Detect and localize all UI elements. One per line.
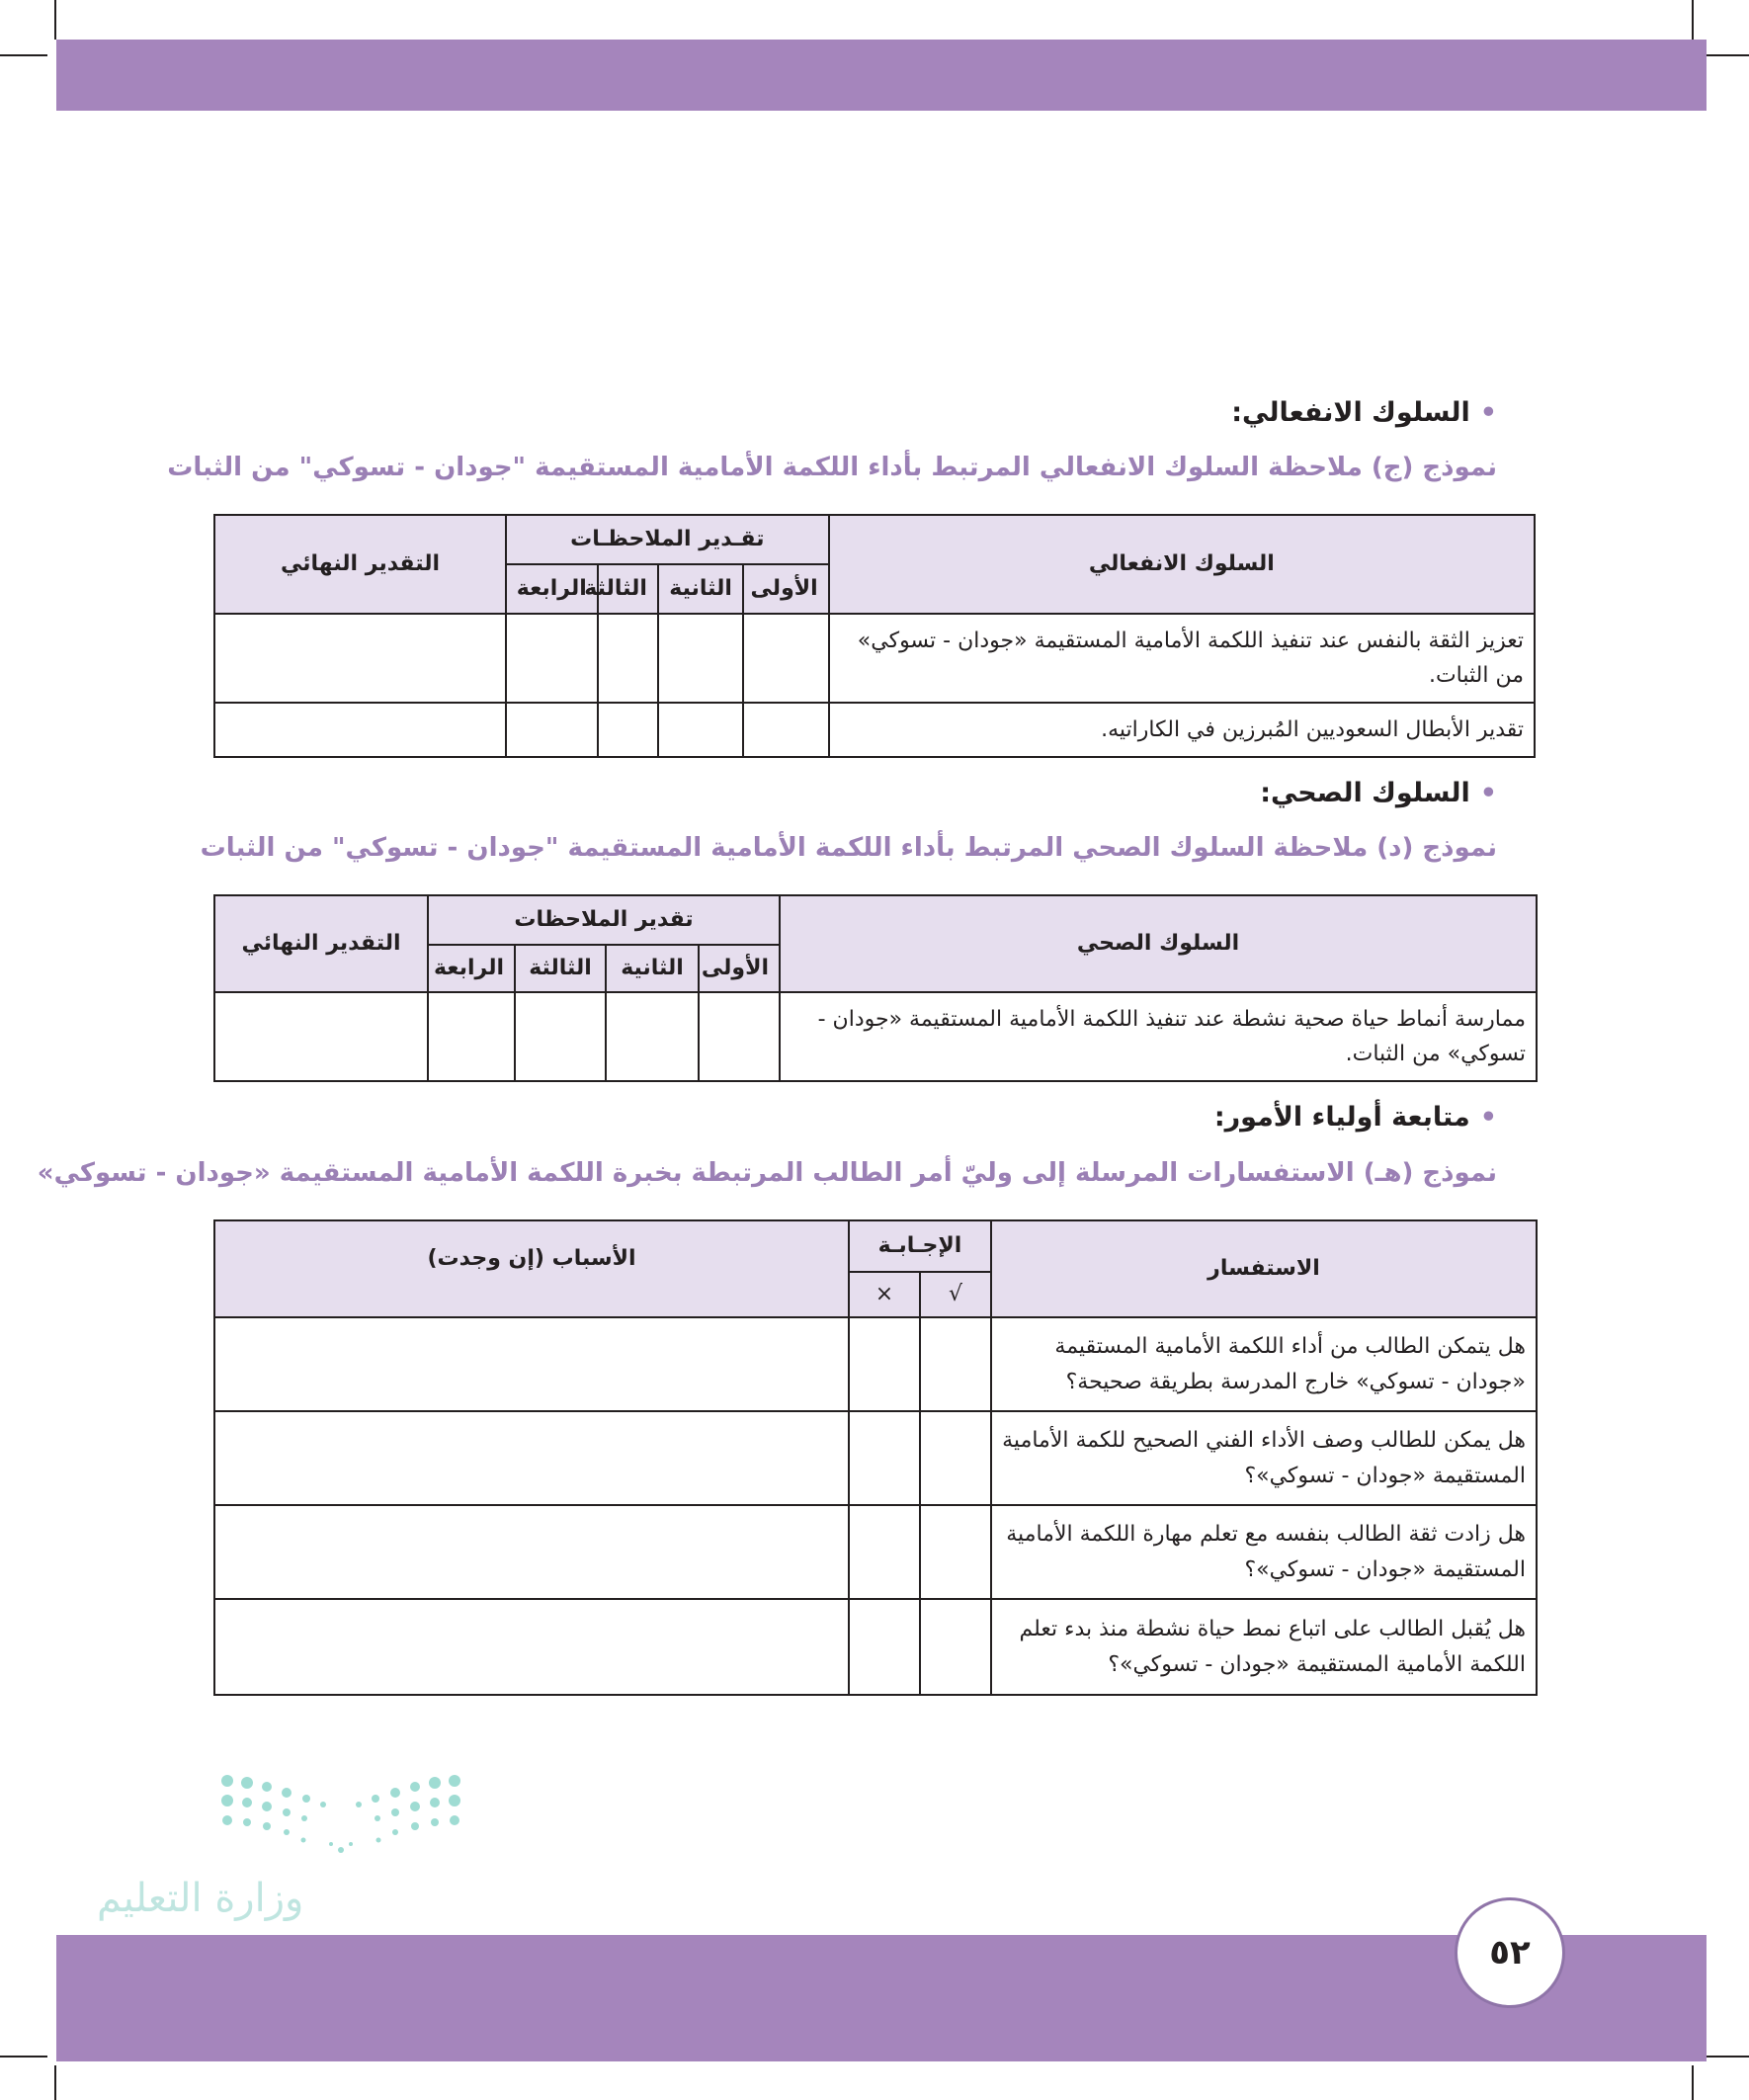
obs-col-first: الأولى: [743, 564, 828, 614]
final-grade-header: التقدير النهائي: [214, 515, 506, 614]
crop-mark: [1692, 0, 1694, 40]
answer-yes-cell[interactable]: [920, 1317, 991, 1411]
answer-no-cell[interactable]: [849, 1411, 920, 1505]
table-row: [214, 1317, 1537, 1411]
answer-header: الإجـابـة: [849, 1220, 991, 1272]
answer-no-cell[interactable]: [849, 1317, 920, 1411]
table-row: [214, 1411, 1537, 1505]
empty-cell[interactable]: [515, 992, 606, 1081]
table-row: [214, 703, 1535, 757]
crop-mark: [1702, 54, 1749, 56]
answer-no-cell[interactable]: [849, 1599, 920, 1695]
obs-col-third: الثالثة: [515, 945, 606, 992]
emotional-behavior-table: [213, 514, 1536, 758]
obs-col-third: الثالثة: [598, 564, 658, 614]
crop-mark: [1692, 2065, 1694, 2100]
answer-no-col: ×: [849, 1272, 920, 1317]
crop-mark: [1702, 2056, 1749, 2058]
behavior-cell: تعزيز الثقة بالنفس عند تنفيذ اللكمة الأمامية المستقيمة «جودان - تسوكي» من الثبات.: [829, 614, 1535, 703]
empty-cell[interactable]: [506, 703, 598, 757]
answer-yes-col: √: [920, 1272, 991, 1317]
heading-text: متابعة أولياء الأمور:: [1213, 1102, 1470, 1133]
reasons-cell[interactable]: [214, 1505, 849, 1599]
inquiry-cell: هل يتمكن الطالب من أداء اللكمة الأمامية المستقيمة «جودان - تسوكي» خارج المدرسة بطريقة صحيحة؟: [991, 1317, 1537, 1411]
table-row: [214, 1599, 1537, 1695]
empty-cell[interactable]: [598, 703, 658, 757]
model-title-c: نموذج (ج) ملاحظة السلوك الانفعالي المرتبط بأداء اللكمة الأمامية المستقيمة "جودان - تسوكي" من الثبات: [167, 453, 1497, 482]
table-row: [214, 614, 1535, 703]
inquiry-cell: هل زادت ثقة الطالب بنفسه مع تعلم مهارة اللكمة الأمامية المستقيمة «جودان - تسوكي»؟: [991, 1505, 1537, 1599]
behavior-cell: ممارسة أنماط حياة صحية نشطة عند تنفيذ اللكمة الأمامية المستقيمة «جودان - تسوكي» من الثبات.: [780, 992, 1537, 1081]
empty-cell[interactable]: [214, 992, 428, 1081]
page-number: ٥٢: [1455, 1897, 1565, 2008]
empty-cell[interactable]: [606, 992, 699, 1081]
observations-header: تقدير الملاحظات: [428, 895, 780, 945]
reasons-cell[interactable]: [214, 1599, 849, 1695]
health-behavior-table: [213, 894, 1538, 1082]
reasons-cell[interactable]: [214, 1317, 849, 1411]
obs-col-first: الأولى: [699, 945, 780, 992]
model-title-d: نموذج (د) ملاحظة السلوك الصحي المرتبط بأداء اللكمة الأمامية المستقيمة "جودان - تسوكي" من الثبات: [200, 833, 1497, 863]
table-row: [214, 992, 1537, 1081]
answer-yes-cell[interactable]: [920, 1411, 991, 1505]
heading-text: السلوك الانفعالي:: [1231, 397, 1470, 428]
empty-cell[interactable]: [658, 614, 743, 703]
inquiry-header: الاستفسار: [991, 1220, 1537, 1317]
answer-yes-cell[interactable]: [920, 1599, 991, 1695]
behavior-header: السلوك الصحي: [780, 895, 1537, 992]
crop-mark: [0, 2056, 47, 2058]
reasons-cell[interactable]: [214, 1411, 849, 1505]
behavior-header: السلوك الانفعالي: [829, 515, 1535, 614]
ministry-logo-icon: [94, 1769, 469, 1967]
answer-no-cell[interactable]: [849, 1505, 920, 1599]
empty-cell[interactable]: [598, 614, 658, 703]
obs-col-second: الثانية: [658, 564, 743, 614]
bullet-dot: •: [1479, 397, 1497, 428]
table-row: [214, 1505, 1537, 1599]
reasons-header: الأسباب (إن وجدت): [214, 1220, 849, 1317]
bullet-dot: •: [1479, 778, 1497, 808]
inquiry-cell: هل يمكن للطالب وصف الأداء الفني الصحيح للكمة الأمامية المستقيمة «جودان - تسوكي»؟: [991, 1411, 1537, 1505]
section-heading-health: [1260, 778, 1497, 808]
section-heading-parents: [1214, 1102, 1497, 1133]
empty-cell[interactable]: [506, 614, 598, 703]
inquiry-cell: هل يُقبل الطالب على اتباع نمط حياة نشطة منذ بدء تعلم اللكمة الأمامية المستقيمة «جودان - تسوكي»؟: [991, 1599, 1537, 1695]
obs-col-second: الثانية: [606, 945, 699, 992]
empty-cell[interactable]: [743, 703, 828, 757]
parent-inquiries-table: [213, 1219, 1538, 1696]
empty-cell[interactable]: [214, 614, 506, 703]
header-band: [56, 40, 1707, 111]
observations-header: تقـدير الملاحظـات: [506, 515, 829, 564]
empty-cell[interactable]: [658, 703, 743, 757]
crop-mark: [54, 0, 56, 40]
behavior-cell: تقدير الأبطال السعوديين المُبرزين في الكاراتيه.: [829, 703, 1535, 757]
bullet-dot: •: [1479, 1102, 1497, 1133]
crop-mark: [54, 2065, 56, 2100]
obs-col-fourth: الرابعة: [506, 564, 598, 614]
model-title-e: نموذج (هـ) الاستفسارات المرسلة إلى وليّ أمر الطالب المرتبطة بخبرة اللكمة الأمامية المستقيمة «جودان - تسوكي»: [37, 1158, 1497, 1188]
empty-cell[interactable]: [214, 703, 506, 757]
empty-cell[interactable]: [699, 992, 780, 1081]
answer-yes-cell[interactable]: [920, 1505, 991, 1599]
empty-cell[interactable]: [428, 992, 515, 1081]
heading-text: السلوك الصحي:: [1260, 778, 1470, 808]
section-heading-emotional: [1231, 397, 1497, 428]
empty-cell[interactable]: [743, 614, 828, 703]
crop-mark: [0, 54, 47, 56]
final-grade-header: التقدير النهائي: [214, 895, 428, 992]
obs-col-fourth: الرابعة: [428, 945, 515, 992]
ministry-logo-text: وزارة التعليم: [97, 1876, 304, 1921]
